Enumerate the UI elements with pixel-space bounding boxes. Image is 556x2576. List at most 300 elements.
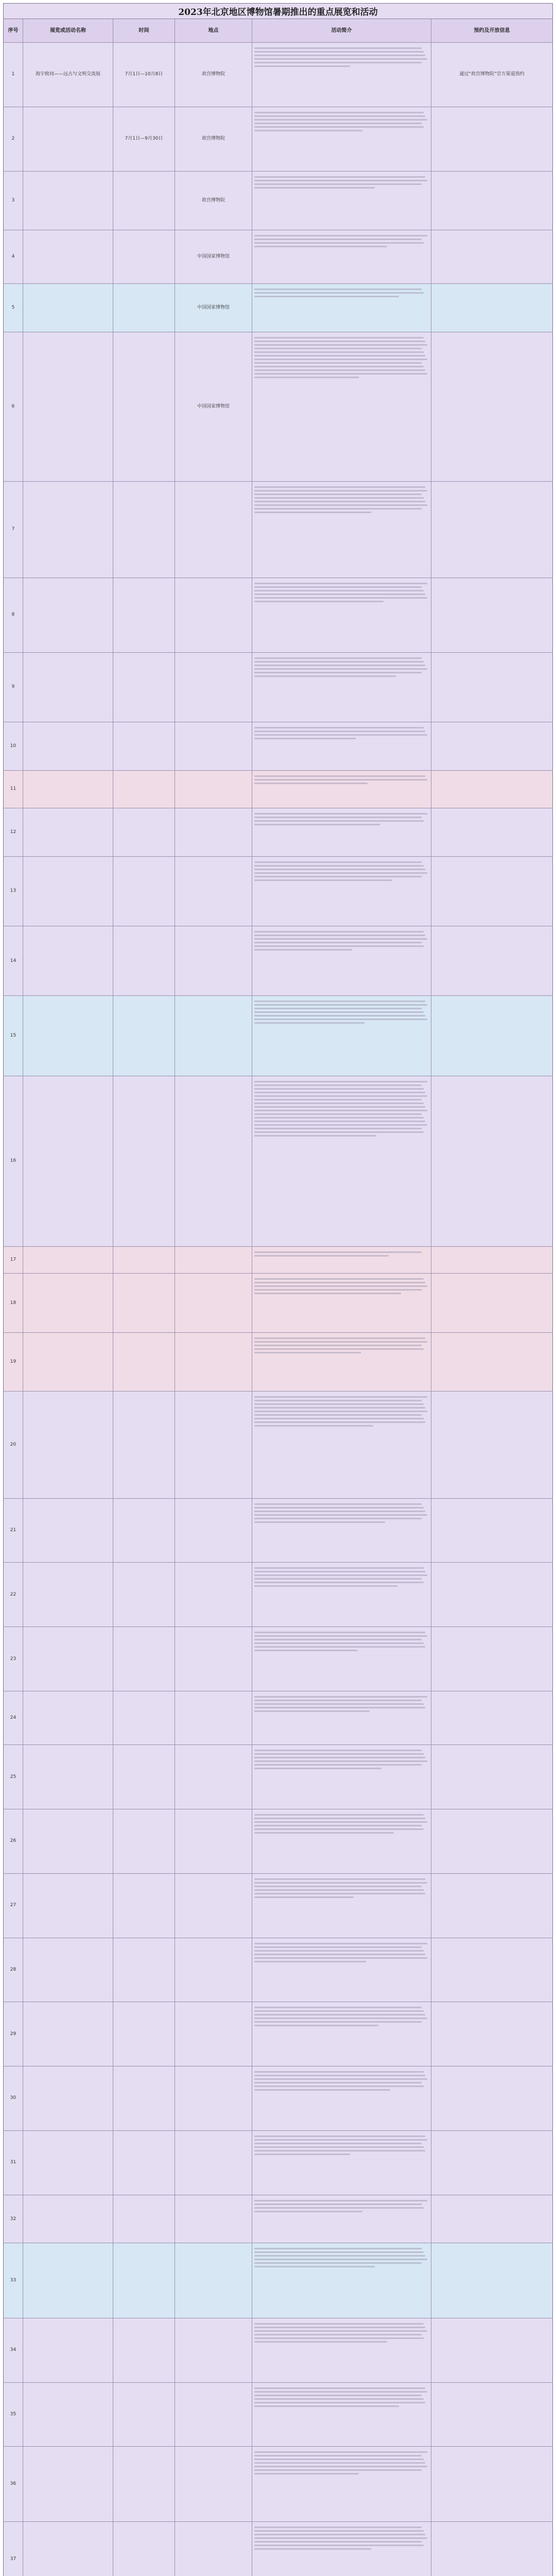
- text-line: [254, 1251, 422, 1253]
- row-time: [113, 1076, 175, 1246]
- row-event-name: [23, 1392, 113, 1498]
- row-registration: [431, 1745, 552, 1809]
- table-row: [4, 2522, 552, 2576]
- table-row: [4, 2318, 552, 2383]
- text-line: [254, 869, 425, 870]
- text-line: [254, 1289, 422, 1291]
- row-location: [175, 2195, 252, 2243]
- description-text-lines: [254, 1276, 429, 1296]
- row-time: [113, 1333, 175, 1391]
- row-location: [175, 2243, 252, 2317]
- description-text-lines: [254, 998, 429, 1026]
- text-line: [254, 1278, 424, 1280]
- header-location: 地点: [175, 19, 252, 42]
- text-line: [254, 1567, 424, 1569]
- row-description: [252, 1333, 431, 1391]
- row-number: 1: [4, 43, 23, 107]
- table-row: [4, 2447, 552, 2521]
- description-text-lines: [254, 725, 429, 741]
- description-text-lines: [254, 2321, 429, 2345]
- row-location: [175, 1874, 252, 1938]
- text-line: [254, 1135, 376, 1137]
- row-event-name: [23, 2066, 113, 2130]
- row-time: [113, 230, 175, 283]
- text-line: [254, 945, 424, 947]
- text-line: [254, 2545, 424, 2546]
- text-line: [254, 239, 422, 240]
- text-line: [254, 1882, 427, 1884]
- row-description: [252, 578, 431, 652]
- row-location: [175, 578, 252, 652]
- description-text-lines: [254, 2069, 429, 2093]
- row-number: 22: [4, 1563, 23, 1626]
- text-line: [254, 2014, 425, 2015]
- text-line: [254, 1961, 366, 1962]
- row-event-name: [23, 172, 113, 230]
- row-number: 23: [4, 1627, 23, 1691]
- text-line: [254, 1700, 422, 1701]
- text-line: [254, 504, 427, 506]
- text-line: [254, 47, 422, 49]
- row-location: [175, 1392, 252, 1498]
- row-number: 34: [4, 2318, 23, 2382]
- row-event-name: [23, 2195, 113, 2243]
- header-time: 时间: [113, 19, 175, 42]
- row-event-name: [23, 1745, 113, 1809]
- row-location: [175, 1333, 252, 1391]
- row-description: [252, 172, 431, 230]
- text-line: [254, 494, 422, 495]
- text-line: [254, 2534, 425, 2535]
- row-registration: [431, 2318, 552, 2382]
- text-line: [254, 734, 427, 736]
- row-event-name: [23, 1809, 113, 1873]
- text-line: [254, 2262, 422, 2264]
- text-line: [254, 601, 384, 602]
- description-text-lines: [254, 1748, 429, 1771]
- text-line: [254, 508, 422, 510]
- text-line: [254, 1400, 422, 1401]
- row-description: [252, 2002, 431, 2066]
- row-registration: [431, 653, 552, 722]
- text-line: [254, 1411, 427, 1412]
- row-time: [113, 2522, 175, 2576]
- row-time: [113, 482, 175, 578]
- text-line: [254, 1337, 425, 1339]
- row-time: [113, 926, 175, 995]
- row-registration: [431, 1627, 552, 1691]
- text-line: [254, 1511, 425, 1512]
- text-line: [254, 119, 427, 121]
- text-line: [254, 2334, 422, 2335]
- text-line: [254, 2207, 424, 2209]
- text-line: [254, 2337, 424, 2339]
- text-line: [254, 2251, 424, 2253]
- row-registration: [431, 2131, 552, 2195]
- text-line: [254, 2398, 424, 2400]
- row-registration: [431, 926, 552, 995]
- text-line: [254, 337, 424, 338]
- text-line: [254, 938, 427, 940]
- table-row: [4, 1563, 552, 1627]
- row-location: 中国国家博物馆: [175, 332, 252, 481]
- row-time: [113, 771, 175, 808]
- text-line: [254, 1514, 427, 1516]
- row-time: 7月1日—9月30日: [113, 107, 175, 171]
- text-line: [254, 2469, 422, 2471]
- text-line: [254, 824, 380, 825]
- text-line: [254, 1407, 425, 1409]
- text-line: [254, 1818, 425, 1819]
- row-event-name: [23, 1076, 113, 1246]
- row-description: [252, 1745, 431, 1809]
- table-row: [4, 2066, 552, 2131]
- row-time: [113, 2002, 175, 2066]
- text-line: [254, 2395, 422, 2396]
- row-time: [113, 332, 175, 481]
- row-time: 7月1日—10月8日: [113, 43, 175, 107]
- text-line: [254, 1352, 361, 1353]
- text-line: [254, 2541, 422, 2543]
- text-line: [254, 1825, 422, 1826]
- text-line: [254, 1650, 357, 1651]
- text-line: [254, 2211, 362, 2212]
- text-line: [254, 1124, 427, 1126]
- text-line: [254, 1092, 425, 1093]
- row-registration: [431, 1076, 552, 1246]
- header-name: 展览或活动名称: [23, 19, 113, 42]
- text-line: [254, 1418, 424, 1419]
- table-row: [4, 1809, 552, 1874]
- row-description: [252, 2066, 431, 2130]
- text-line: [254, 2007, 422, 2008]
- row-registration: [431, 284, 552, 332]
- text-line: [254, 665, 425, 666]
- row-number: 8: [4, 578, 23, 652]
- description-text-lines: [254, 773, 429, 786]
- text-line: [254, 348, 422, 349]
- text-line: [254, 1585, 397, 1587]
- text-line: [254, 1832, 394, 1834]
- row-description: [252, 1874, 431, 1938]
- row-description: [252, 1274, 431, 1332]
- row-registration: [431, 1499, 552, 1563]
- row-number: 3: [4, 172, 23, 230]
- description-text-lines: [254, 110, 429, 133]
- text-line: [254, 1341, 427, 1343]
- text-line: [254, 1008, 422, 1009]
- description-text-lines: [254, 1565, 429, 1589]
- row-registration: [431, 1392, 552, 1498]
- text-line: [254, 2154, 350, 2155]
- text-line: [254, 355, 425, 357]
- text-line: [254, 1889, 424, 1891]
- text-line: [254, 1574, 427, 1576]
- text-line: [254, 942, 422, 943]
- table-row: [4, 2002, 552, 2066]
- text-line: [254, 1403, 424, 1405]
- table-row: [4, 1745, 552, 1809]
- row-description: [252, 926, 431, 995]
- text-line: [254, 1946, 422, 1948]
- description-text-lines: [254, 2385, 429, 2409]
- row-registration: [431, 2447, 552, 2521]
- row-registration: [431, 857, 552, 926]
- text-line: [254, 2537, 427, 2539]
- row-number: 24: [4, 1691, 23, 1744]
- row-number: 5: [4, 284, 23, 332]
- row-time: [113, 1745, 175, 1809]
- text-line: [254, 1896, 354, 1898]
- row-number: 26: [4, 1809, 23, 1873]
- text-line: [254, 351, 424, 353]
- text-line: [254, 183, 422, 185]
- table-row: [4, 43, 552, 107]
- row-time: [113, 808, 175, 856]
- row-number: 6: [4, 332, 23, 481]
- text-line: [254, 1571, 425, 1572]
- text-line: [254, 1117, 424, 1118]
- text-line: [254, 1019, 427, 1020]
- row-event-name: [23, 771, 113, 808]
- text-line: [254, 2341, 387, 2343]
- text-line: [254, 1106, 425, 1108]
- row-location: [175, 771, 252, 808]
- text-line: [254, 1642, 424, 1644]
- row-description: [252, 2447, 431, 2521]
- text-line: [254, 1521, 385, 1523]
- row-description: [252, 1691, 431, 1744]
- description-text-lines: [254, 286, 429, 299]
- text-line: [254, 2089, 390, 2091]
- text-line: [254, 2021, 422, 2023]
- row-time: [113, 722, 175, 770]
- header-registration: 预约及开放信息: [474, 28, 510, 33]
- text-line: [254, 731, 425, 732]
- row-description: [252, 1499, 431, 1563]
- row-description: [252, 722, 431, 770]
- text-line: [254, 2146, 424, 2148]
- text-line: [254, 2387, 425, 2389]
- row-event-name: [23, 1333, 113, 1391]
- text-line: [254, 242, 424, 244]
- text-line: [254, 1103, 424, 1104]
- row-registration: [431, 1333, 552, 1391]
- description-text-lines: [254, 45, 429, 69]
- text-line: [254, 2150, 425, 2151]
- row-location: [175, 1274, 252, 1332]
- row-registration: [431, 578, 552, 652]
- text-line: [254, 2075, 425, 2076]
- text-line: [254, 668, 427, 670]
- description-text-lines: [254, 2449, 429, 2477]
- text-line: [254, 2010, 424, 2012]
- row-description: [252, 2195, 431, 2243]
- table-row: [4, 1874, 552, 1938]
- row-location: [175, 2383, 252, 2447]
- description-text-lines: [254, 2198, 429, 2214]
- row-time: [113, 2131, 175, 2195]
- row-number: 13: [4, 857, 23, 926]
- description-text-lines: [254, 1941, 429, 1964]
- text-line: [254, 775, 425, 777]
- row-registration: [431, 172, 552, 230]
- text-line: [254, 1886, 422, 1887]
- text-line: [254, 1757, 425, 1758]
- text-line: [254, 590, 424, 591]
- text-line: [254, 235, 427, 236]
- row-location: [175, 2131, 252, 2195]
- description-text-lines: [254, 929, 429, 953]
- text-line: [254, 1893, 425, 1894]
- text-line: [254, 1282, 425, 1283]
- row-event-name: [23, 653, 113, 722]
- text-line: [254, 1004, 427, 1006]
- row-number: 25: [4, 1745, 23, 1809]
- text-line: [254, 187, 375, 189]
- text-line: [254, 1414, 422, 1416]
- row-location: [175, 2002, 252, 2066]
- row-location: [175, 1809, 252, 1873]
- row-registration: [431, 1809, 552, 1873]
- text-line: [254, 865, 424, 867]
- row-registration: [431, 808, 552, 856]
- row-description: [252, 653, 431, 722]
- text-line: [254, 1957, 427, 1959]
- text-line: [254, 2200, 427, 2201]
- row-description: [252, 2243, 431, 2317]
- row-description: [252, 332, 431, 481]
- text-line: [254, 2405, 399, 2407]
- text-line: [254, 65, 350, 67]
- row-time: [113, 1809, 175, 1873]
- text-line: [254, 2330, 427, 2332]
- row-registration: [431, 2002, 552, 2066]
- text-line: [254, 1635, 427, 1637]
- row-event-name: [23, 284, 113, 332]
- row-description: [252, 1392, 431, 1498]
- description-text-lines: [254, 1249, 429, 1259]
- text-line: [254, 1088, 424, 1090]
- text-line: [254, 246, 387, 247]
- text-line: [254, 876, 422, 877]
- text-line: [254, 1099, 422, 1100]
- row-location: [175, 2522, 252, 2576]
- text-line: [254, 2455, 422, 2456]
- row-location: [175, 2066, 252, 2130]
- table-row: [4, 1274, 552, 1332]
- text-line: [254, 366, 424, 367]
- description-text-lines: [254, 174, 429, 191]
- row-description: [252, 1627, 431, 1691]
- row-registration: [431, 2195, 552, 2243]
- row-description: [252, 1563, 431, 1626]
- text-line: [254, 176, 425, 178]
- text-line: [254, 501, 425, 502]
- description-text-lines: [254, 1394, 429, 1429]
- table-row: [4, 578, 552, 653]
- description-text-lines: [254, 1694, 429, 1714]
- text-line: [254, 2071, 424, 2073]
- text-line: [254, 58, 427, 60]
- table-row: [4, 808, 552, 857]
- row-location: [175, 722, 252, 770]
- row-time: [113, 2447, 175, 2521]
- row-event-name: [23, 1874, 113, 1938]
- row-location: [175, 1691, 252, 1744]
- table-row: [4, 857, 552, 926]
- row-location: [175, 482, 252, 578]
- row-time: [113, 653, 175, 722]
- row-registration: [431, 2066, 552, 2130]
- page-title: 2023年北京地区博物馆暑期推出的重点展览和活动: [4, 4, 552, 19]
- row-number: 15: [4, 996, 23, 1076]
- text-line: [254, 126, 424, 128]
- description-text-lines: [254, 2524, 429, 2552]
- row-time: [113, 2383, 175, 2447]
- description-text-lines: [254, 811, 429, 827]
- text-line: [254, 1396, 427, 1398]
- text-line: [254, 1760, 427, 1762]
- row-registration: [431, 996, 552, 1076]
- events-table: [4, 19, 552, 2576]
- table-row: [4, 1247, 552, 1274]
- table-row: [4, 1627, 552, 1691]
- row-registration: [431, 722, 552, 770]
- text-line: [254, 2136, 425, 2137]
- text-line: [254, 1507, 424, 1509]
- text-line: [254, 738, 356, 739]
- row-time: [113, 2195, 175, 2243]
- row-event-name: [23, 808, 113, 856]
- text-line: [254, 377, 359, 378]
- text-line: [254, 2259, 427, 2260]
- row-number: 20: [4, 1392, 23, 1498]
- row-event-name: [23, 2383, 113, 2447]
- text-line: [254, 1696, 427, 1698]
- row-event-name: 海宇攸同——远古与文明交流展: [23, 43, 113, 107]
- text-line: [254, 2473, 359, 2475]
- row-location: [175, 1745, 252, 1809]
- description-text-lines: [254, 655, 429, 679]
- row-description: [252, 857, 431, 926]
- table-row: [4, 653, 552, 722]
- row-event-name: [23, 857, 113, 926]
- text-line: [254, 1828, 424, 1830]
- text-line: [254, 2402, 425, 2403]
- text-line: [254, 1703, 424, 1705]
- row-description: [252, 1938, 431, 2002]
- row-registration: [431, 482, 552, 578]
- row-location: [175, 996, 252, 1076]
- text-line: [254, 1425, 373, 1427]
- row-description: [252, 2318, 431, 2382]
- text-line: [254, 2530, 424, 2532]
- row-number: 19: [4, 1333, 23, 1391]
- description-text-lines: [254, 335, 429, 380]
- row-time: [113, 857, 175, 926]
- row-registration: [431, 107, 552, 171]
- row-number: 12: [4, 808, 23, 856]
- text-line: [254, 1503, 422, 1505]
- text-line: [254, 2323, 424, 2325]
- text-line: [254, 1753, 424, 1755]
- text-line: [254, 935, 425, 936]
- row-event-name: [23, 1938, 113, 2002]
- row-location: [175, 1499, 252, 1563]
- row-description: [252, 482, 431, 578]
- text-line: [254, 2078, 427, 2080]
